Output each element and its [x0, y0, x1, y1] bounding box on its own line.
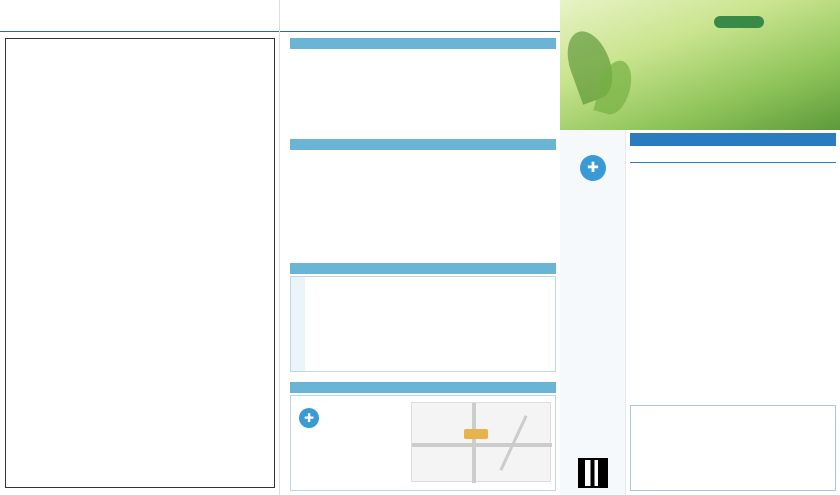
mission-side-label [291, 277, 305, 371]
map-road [412, 443, 552, 447]
sunday-service-bar [630, 133, 836, 146]
qr-code-icon[interactable] [578, 458, 608, 488]
directions-box [290, 395, 556, 491]
location-map[interactable] [411, 402, 551, 482]
news-header [0, 0, 279, 32]
news-box [5, 38, 275, 488]
duty-roster [630, 405, 836, 491]
news-panel [0, 0, 280, 495]
cover-panel [560, 0, 840, 495]
directions-bar [290, 382, 556, 393]
church-location-pin-icon [464, 429, 488, 439]
cover-left-column [560, 130, 626, 495]
guide-panel [280, 0, 560, 495]
worship-guide-bar [290, 38, 556, 49]
staff-bar [290, 139, 556, 150]
order-header [630, 150, 836, 163]
guide-header [280, 0, 560, 32]
mission-box [290, 276, 556, 372]
church-cross-logo-icon: ✚ [299, 408, 319, 428]
mission-bar [290, 263, 556, 274]
year-badge [714, 16, 764, 28]
church-cross-logo-icon: ✚ [580, 155, 606, 181]
map-road [472, 403, 476, 483]
cover-hero-image [560, 0, 840, 130]
